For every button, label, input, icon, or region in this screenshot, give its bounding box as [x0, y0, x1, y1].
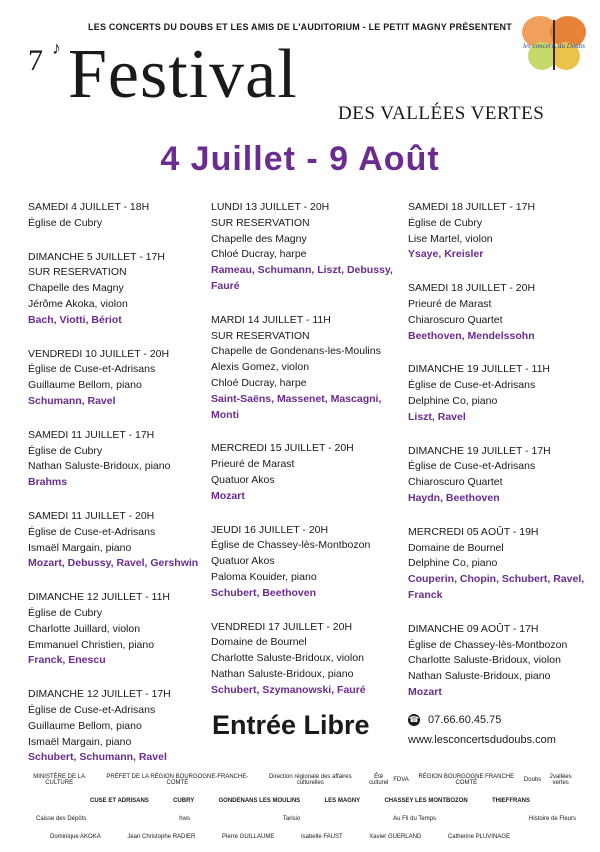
concert-repertoire: Schubert, Szymanowski, Fauré — [211, 683, 366, 696]
concert-entry — [211, 313, 401, 424]
concert-entry — [211, 620, 401, 699]
reservation-note: SUR RESERVATION — [211, 329, 310, 342]
concert-entry — [28, 590, 208, 669]
concert-date: SAMEDI 18 JUILLET - 17H — [408, 201, 536, 213]
concert-performer: Chloé Ducray, harpe — [211, 376, 307, 389]
sponsor-logo: PRÉFET DE LA RÉGION BOURGOGNE-FRANCHE-COMTÉ — [106, 774, 249, 786]
concert-performer: Guillaume Bellom, piano — [28, 719, 142, 732]
website-link[interactable]: www.lesconcertsdudoubs.com — [408, 734, 556, 746]
town-logo: GONDENANS LES MOULINS — [218, 798, 301, 804]
concert-entry — [408, 622, 593, 701]
concert-entry — [408, 281, 593, 344]
concert-date: DIMANCHE 5 JUILLET - 17H — [28, 250, 165, 263]
concert-venue: Chapelle de Gondenans-les-Moulins — [211, 345, 381, 358]
presenters-line: LES CONCERTS DU DOUBS ET LES AMIS DE L'AUDITORIUM - LE PETIT MAGNY PRÉSENTENT — [88, 22, 512, 32]
concert-entry — [28, 347, 208, 410]
partner-logo: Histoire de Fleurs — [528, 816, 576, 822]
concert-venue: Prieuré de Marast — [211, 458, 295, 471]
festival-subtitle: DES VALLÉES VERTES — [338, 103, 545, 124]
town-logo: THIEFFRANS — [491, 798, 530, 804]
concert-venue: Domaine de Bournel — [211, 636, 307, 649]
concert-performer: Delphine Co, piano — [408, 557, 498, 570]
concert-date: MERCREDI 05 AOÛT - 19H — [408, 525, 539, 538]
patron-name: Catherine PLUVINAGE — [447, 834, 510, 840]
concert-entry — [28, 687, 208, 766]
concert-date: SAMEDI 11 JUILLET - 17H — [28, 428, 155, 441]
concert-performer: Charlotte Saluste-Bridoux, violon — [408, 654, 561, 667]
concert-venue: Église de Chassey-lès-Montbozon — [211, 539, 371, 552]
town-logo: LES MAGNY — [324, 798, 361, 804]
concert-date: VENDREDI 17 JUILLET - 20H — [211, 620, 353, 633]
concert-performer: Ismaël Margain, piano — [28, 541, 132, 554]
concert-performer: Charlotte Saluste-Bridoux, violon — [211, 652, 364, 665]
concert-venue: Église de Cubry — [408, 216, 483, 229]
concert-performer: Delphine Co, piano — [408, 394, 498, 407]
concert-entry — [211, 523, 401, 602]
contact-block — [408, 710, 556, 750]
concert-venue: Église de Cuse-et-Adrisans — [408, 379, 536, 392]
concert-date: SAMEDI 11 JUILLET - 20H — [28, 509, 155, 522]
concert-repertoire: Mozart — [408, 685, 442, 698]
concert-venue: Église de Cuse-et-Adrisans — [28, 363, 156, 376]
concert-date: SAMEDI 18 JUILLET - 20H — [408, 282, 536, 295]
concert-venue: Église de Cubry — [28, 216, 103, 229]
concert-repertoire: Bach, Viotti, Bériot — [28, 313, 122, 326]
concert-repertoire: Beethoven, Mendelssohn — [408, 329, 535, 342]
concert-venue: Chapelle des Magny — [211, 232, 307, 245]
concert-venue: Église de Cuse-et-Adrisans — [28, 525, 156, 538]
town-logo: CUSE ET ADRISANS — [90, 798, 149, 804]
concert-repertoire: Schubert, Schumann, Ravel — [28, 751, 167, 764]
concert-venue: Prieuré de Marast — [408, 297, 492, 310]
sponsor-logo: 2vallées vertes — [549, 774, 572, 786]
concert-performer: Lise Martel, violon — [408, 232, 493, 245]
concert-performer: Ismaël Margain, piano — [28, 735, 132, 748]
concert-performer: Quatuor Akos — [211, 555, 275, 568]
concert-performer: Chiaroscuro Quartet — [408, 476, 503, 489]
logo-text: les concerts du Doubs — [522, 42, 586, 50]
concert-date: DIMANCHE 09 AOÛT - 17H — [408, 622, 539, 635]
concert-repertoire: Schumann, Ravel — [28, 394, 116, 407]
concert-venue: Église de Cuse-et-Adrisans — [408, 460, 536, 473]
concert-venue: Église de Cubry — [28, 606, 103, 619]
partner-logo: hws — [179, 816, 190, 822]
sponsor-logo: FDVA — [393, 777, 409, 783]
concert-repertoire: Franck, Enescu — [28, 654, 106, 667]
concert-date: DIMANCHE 19 JUILLET - 11H — [408, 363, 550, 376]
partner-logo: Caisse des Dépôts — [36, 816, 87, 822]
patron-names — [50, 834, 510, 840]
town-logo: CHASSEY LES MONTBOZON — [384, 798, 468, 804]
concert-date: MARDI 14 JUILLET - 11H — [211, 313, 331, 326]
sponsor-logo: MINISTÈRE DE LA CULTURE — [33, 774, 85, 786]
concert-date: DIMANCHE 19 JUILLET - 17H — [408, 444, 551, 457]
phone-icon: ☎ — [409, 715, 419, 724]
concert-venue: Église de Cuse-et-Adrisans — [28, 703, 156, 716]
concert-performer: Quatuor Akos — [211, 473, 275, 486]
concert-performer: Jérôme Akoka, violon — [28, 297, 128, 310]
concert-repertoire: Couperin, Chopin, Schubert, Ravel, Franck — [408, 573, 585, 601]
sponsor-logos — [20, 760, 580, 800]
reservation-note: SUR RESERVATION — [28, 266, 127, 279]
patron-name: Pierre GUILLAUME — [221, 834, 275, 840]
sponsor-logo: Été culturel — [369, 774, 389, 786]
butterfly-logo — [520, 10, 588, 76]
concert-performer: Charlotte Juillard, violon — [28, 622, 141, 635]
concert-repertoire: Liszt, Ravel — [408, 410, 466, 423]
concert-repertoire: Mozart — [211, 489, 245, 502]
concert-date: DIMANCHE 12 JUILLET - 11H — [28, 591, 170, 604]
patron-name: Isabelle FAUST — [300, 834, 343, 840]
concert-date: VENDREDI 10 JUILLET - 20H — [28, 347, 170, 360]
concert-date: JEUDI 16 JUILLET - 20H — [211, 523, 329, 536]
concert-date: DIMANCHE 12 JUILLET - 17H — [28, 688, 171, 701]
music-note-icon: ♪ — [52, 38, 61, 58]
reservation-note: SUR RESERVATION — [211, 216, 310, 229]
concert-entry — [408, 525, 593, 604]
sponsor-logo: RÉGION BOURGOGNE FRANCHE COMTÉ — [418, 774, 515, 786]
program-column-1 — [28, 200, 208, 784]
partner-logos — [36, 808, 576, 830]
concert-venue: Église de Chassey-lès-Montbozon — [408, 638, 568, 651]
concert-entry — [28, 428, 208, 491]
patron-name: Jean Christophe RADIER — [127, 834, 196, 840]
concert-performer: Chloé Ducray, harpe — [211, 248, 307, 261]
concert-entry — [211, 200, 401, 295]
concert-performer: Emmanuel Christien, piano — [28, 638, 155, 651]
concert-performer: Nathan Saluste-Bridoux, piano — [28, 460, 171, 473]
concert-repertoire: Ysaye, Kreisler — [408, 248, 484, 261]
town-logos — [90, 798, 530, 804]
concert-entry — [408, 362, 593, 425]
program-column-3 — [408, 200, 593, 719]
concert-performer: Guillaume Bellom, piano — [28, 379, 142, 392]
concert-date: LUNDI 13 JUILLET - 20H — [211, 201, 330, 213]
patron-name: Xavier GUERLAND — [369, 834, 422, 840]
free-entry-label: Entrée Libre — [212, 710, 370, 740]
sponsor-logo: Direction régionale des affaires culturelles — [269, 774, 352, 786]
concert-date: SAMEDI 4 JUILLET - 18H — [28, 201, 150, 213]
concert-repertoire: Haydn, Beethoven — [408, 491, 500, 504]
sponsor-logo: Doubs — [523, 777, 542, 783]
concert-performer: Chiaroscuro Quartet — [408, 313, 503, 326]
concert-performer: Nathan Saluste-Bridoux, piano — [408, 670, 551, 683]
festival-dates: 4 Juillet - 9 Août — [160, 140, 440, 178]
concert-venue: Église de Cubry — [28, 444, 103, 457]
concert-repertoire: Saint-Saëns, Massenet, Mascagni, Monti — [211, 392, 382, 421]
concert-performer: Paloma Kouider, piano — [211, 570, 317, 583]
concert-performer: Alexis Gomez, violon — [211, 361, 310, 374]
concert-entry — [408, 200, 593, 263]
concert-entry — [28, 509, 208, 572]
concert-entry — [28, 250, 208, 329]
festival-title: Festival — [68, 36, 298, 113]
concert-repertoire: Rameau, Schumann, Liszt, Debussy, Fauré — [211, 264, 393, 292]
concert-entry — [211, 441, 401, 504]
concert-repertoire: Mozart, Debussy, Ravel, Gershwin — [28, 557, 199, 570]
concert-venue: Chapelle des Magny — [28, 282, 124, 295]
partner-logo: Tarisio — [282, 816, 301, 822]
concert-repertoire: Brahms — [28, 476, 68, 489]
concert-entry — [28, 200, 208, 232]
concert-performer: Nathan Saluste-Bridoux, piano — [211, 667, 354, 680]
concert-entry — [408, 444, 593, 507]
concert-date: MERCREDI 15 JUILLET - 20H — [211, 442, 354, 455]
concert-venue: Domaine de Bournel — [408, 541, 504, 554]
program-column-2 — [211, 200, 401, 717]
town-logo: CUBRY — [173, 798, 195, 804]
partner-logo: Au Fil du Temps — [393, 816, 437, 822]
patron-name: Dominique AKOKA — [50, 834, 101, 840]
concert-repertoire: Schubert, Beethoven — [211, 586, 317, 599]
phone-number[interactable]: 07.66.60.45.75 — [428, 714, 502, 726]
edition-number: 7 — [28, 44, 43, 77]
